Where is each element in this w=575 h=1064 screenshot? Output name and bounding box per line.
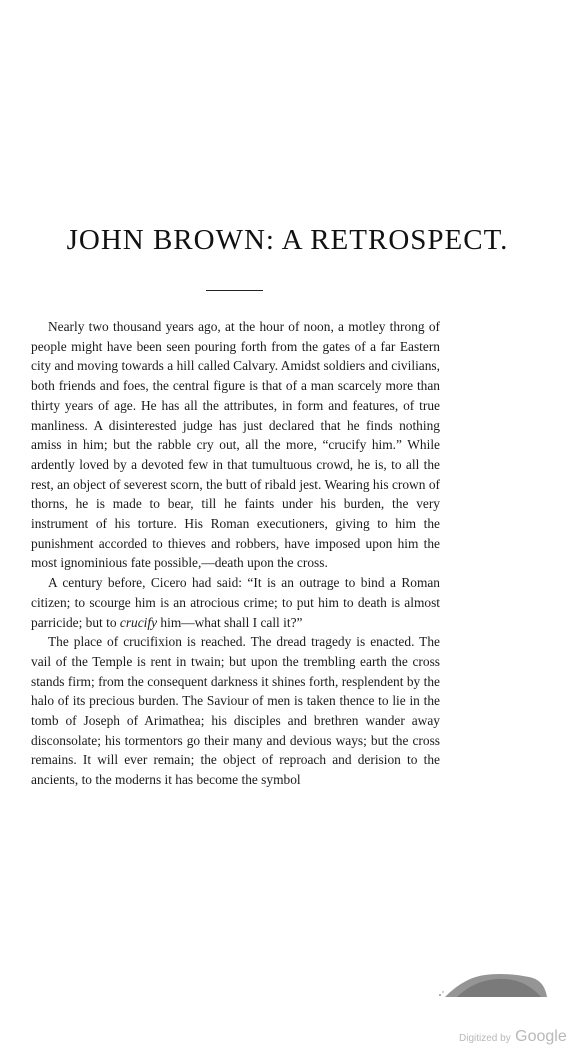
scan-smudge [437,971,549,998]
paragraph-2 [31,573,440,632]
watermark-brand: Google [515,1028,567,1045]
watermark-prefix: Digitized by [459,1033,511,1044]
paragraph-2-text-start: A century before, Cicero had said: “It is an outrage to bind a Roman citizen; to scourge him is an atrocious crime; to put him to death is almost parricide; but to [31,575,440,630]
paragraph-1: Nearly two thousand years ago, at the hour of noon, a motley throng of people might have been seen pouring forth from the gates of a far Eastern city and moving towards a hill called Calvary. Amidst soldiers and civilians, both friends and foes, the central figure is that of a man scarcely more than thirty years of age. He has all the attributes, in form and features, of true manliness. A disinterested judge has just declared that he finds nothing amiss in him; but the rabble cry out, all the more, “crucify him.” While ardently loved by a devoted few in that tumultuous crowd, he is, to all the rest, an object of severest scorn, the butt of ribald jest. Wearing his crown of thorns, he is made to bear, till he faints under his burden, the very instrument of his torture. His Roman executioners, giving to him the punishment accorded to thieves and robbers, have imposed upon him the most ignominious fate possible,—death upon the cross. [31,319,440,571]
digitized-by-google-watermark [459,1028,569,1046]
article-body [31,317,440,790]
paragraph-2-text-end: him—what shall I call it?” [157,614,303,630]
chapter-title: JOHN BROWN: A RETROSPECT. [66,224,509,256]
title-divider [206,290,263,291]
emphasized-word: crucify [119,614,158,630]
paragraph-3: The place of crucifixion is reached. The dread tragedy is enacted. The vail of the Temple is rent in twain; but upon the trembling earth the cross stands firm; from the consequent darkness it shines forth, resplendent by the halo of its precious burden. The Saviour of men is taken thence to lie in the tomb of Joseph of Arimathea; his disciples and brethren wander away disconsolate; his tormentors go their many and devious ways; but the cross remains. It will ever remain; the object of reproach and derision to the ancients, to the moderns it has become the symbol [31,634,440,788]
